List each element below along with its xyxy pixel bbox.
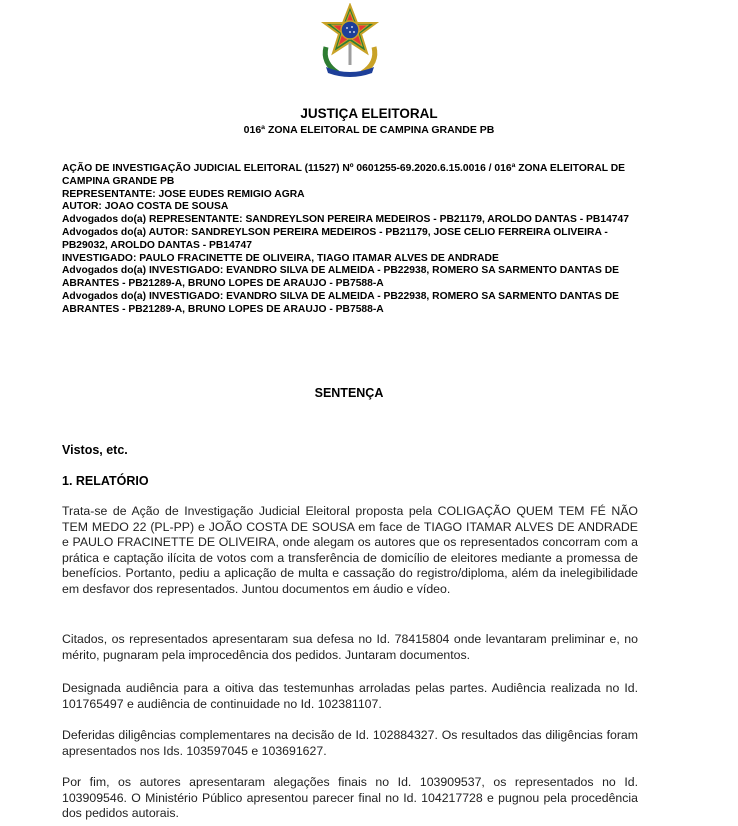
document-title: SENTENÇA — [314, 386, 384, 400]
author-lawyers-line: Advogados do(a) AUTOR: SANDREYLSON PEREIRA MEDEIROS - PB21179, JOSE CELIO FERREIRA OLIVEIRA - PB29032, AROLDO DANTAS - PB14747 — [62, 226, 608, 251]
author-line: AUTOR: JOAO COSTA DE SOUSA — [62, 201, 229, 213]
case-header-block — [62, 163, 642, 317]
electoral-zone-subtitle: 016ª ZONA ELEITORAL DE CAMPINA GRANDE PB — [243, 124, 495, 136]
case-action-line: AÇÃO DE INVESTIGAÇÃO JUDICIAL ELEITORAL (11527) Nº 0601255-69.2020.6.15.0016 / 016ª ZONA ELEITORAL DE CAMPINA GRANDE PB — [62, 163, 626, 187]
court-title: JUSTIÇA ELEITORAL — [300, 106, 438, 121]
paragraph: Designada audiência para a oitiva das testemunhas arroladas pelas partes. Audiência realizada no Id. 101765497 e audiência de continuidade no Id. 102381107. — [62, 681, 638, 711]
investigated-lawyers-line: Advogados do(a) INVESTIGADO: EVANDRO SILVA DE ALMEIDA - PB22938, ROMERO SA SARMENTO DANTAS DE ABRANTES - PB21289-A, BRUNO LOPES DE ARAUJO - PB7588-A — [62, 265, 620, 290]
greeting: Vistos, etc. — [62, 443, 128, 457]
representative-line: REPRESENTANTE: JOSE EUDES REMIGIO AGRA — [62, 188, 305, 200]
section-heading: 1. RELATÓRIO — [62, 474, 149, 488]
representative-lawyers-line: Advogados do(a) REPRESENTANTE: SANDREYLSON PEREIRA MEDEIROS - PB21179, AROLDO DANTAS - PB14747 — [62, 214, 629, 226]
paragraph: Deferidas diligências complementares na decisão de Id. 102884327. Os resultados das diligências foram apresentados nos Ids. 103597045 e 103691627. — [62, 728, 638, 758]
investigated-line: INVESTIGADO: PAULO FRACINETTE DE OLIVEIRA, TIAGO ITAMAR ALVES DE ANDRADE — [62, 252, 499, 264]
investigated-lawyers-line: Advogados do(a) INVESTIGADO: EVANDRO SILVA DE ALMEIDA - PB22938, ROMERO SA SARMENTO DANTAS DE ABRANTES - PB21289-A, BRUNO LOPES DE ARAUJO - PB7588-A — [62, 290, 620, 315]
brazil-coat-of-arms-icon — [316, 3, 384, 79]
paragraph: Por fim, os autores apresentaram alegações finais no Id. 103909537, os representados no Id. 103909546. O Ministério Público apresentou parecer final no Id. 104217728 e pugnou pela procedência dos pedidos autorais. — [62, 775, 638, 821]
paragraph: Citados, os representados apresentaram sua defesa no Id. 78415804 onde levantaram preliminar e, no mérito, pugnaram pela improcedência dos pedidos. Juntaram documentos. — [62, 632, 638, 662]
paragraph: Trata-se de Ação de Investigação Judicial Eleitoral proposta pela COLIGAÇÃO QUEM TEM FÉ NÃO TEM MEDO 22 (PL-PP) e JOÃO COSTA DE SOUSA em face de TIAGO ITAMAR ALVES DE ANDRADE e PAULO FRACINETTE DE OLIVEIRA, onde alegam os autores que os representados concorram com a prática e captação ilícita de votos com a transferência de domicílio de eleitores mediante a promessa de benefícios. Portanto, pediu a aplicação de multa e cassação do registro/diploma, além da inelegibilidade em desfavor dos representados. Juntou documentos em áudio e vídeo. — [62, 504, 638, 596]
